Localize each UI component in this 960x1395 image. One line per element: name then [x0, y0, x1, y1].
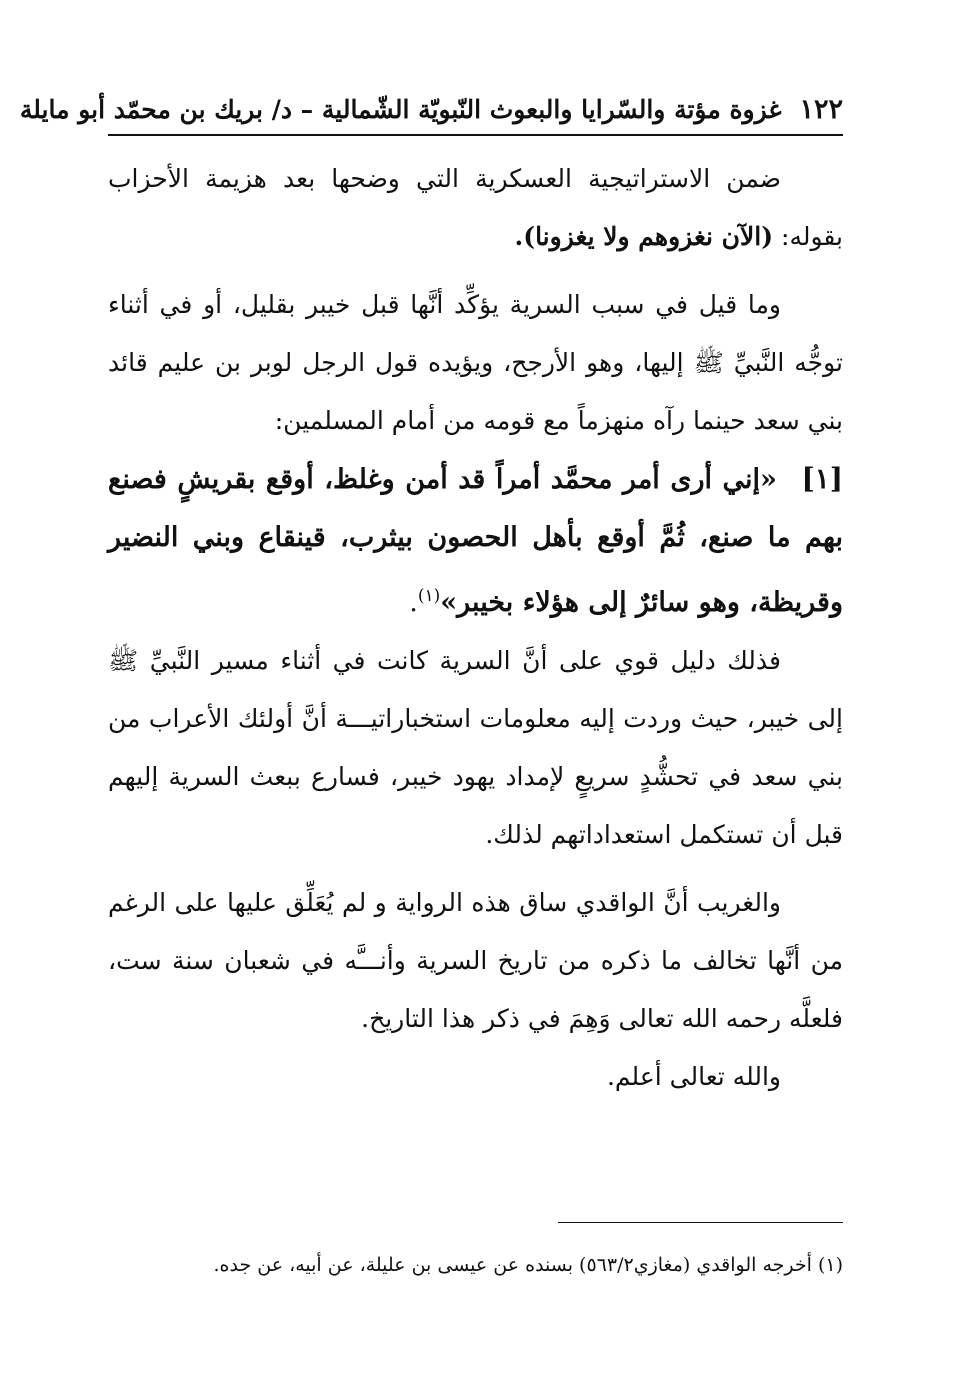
- hadith-number: [١]: [801, 462, 843, 495]
- paragraph-4: والغريب أنَّ الواقدي ساق هذه الرواية و لم يُعَلِّق عليها على الرغم من أنَّها تخالف ما ذكره من تاريخ السرية وأنـــَّه في شعبان سنة ست، فلعلَّه رحمه الله تعالى وَهِمَ في ذكر هذا التاريخ.: [108, 888, 843, 1033]
- paragraph-2: وما قيل في سبب السرية يؤكِّد أنَّها قبل خيبر بقليل، أو في أثناء توجُّه النَّبيِّ ﷺ إليها، وهو الأرجح، ويؤيده قول الرجل لوبر بن عليم قائد بني سعد حينما رآه منهزماً مع قومه من أمام المسلمين:: [108, 290, 843, 435]
- paragraph-1: [108, 150, 843, 266]
- page-number: ١٢٢: [799, 93, 843, 125]
- paragraph-1-quote: (الآن نغزوهم ولا يغزونا).: [514, 222, 774, 251]
- footnote: (١) أخرجه الواقدي (مغازي٥٦٣/٢) بسنده عن عيسى بن عليلة، عن أبيه، عن جده.: [213, 1254, 843, 1276]
- hadith-text: «إني أرى أمر محمَّد أمراً قد أمن وغلظ، أوقع بقريشٍ فصنع بهم ما صنع، ثُمَّ أوقع بأهل الحصون بيثرب، قينقاع وبني النضير وقريظة، وهو سائرٌ إلى هؤلاء بخيبر»: [108, 464, 843, 618]
- hadith-end: .: [409, 587, 418, 618]
- footnote-divider: [558, 1222, 843, 1223]
- hadith-block: [108, 450, 843, 632]
- page-header: [19, 88, 843, 130]
- paragraph-1-text: ضمن الاستراتيجية العسكرية التي وضحها بعد هزيمة الأحزاب بقوله:: [108, 164, 843, 251]
- main-text: [108, 150, 843, 1106]
- paragraph-3: فذلك دليل قوي على أنَّ السرية كانت في أثناء مسير النَّبيِّ ﷺ إلى خيبر، حيث وردت إليه معلومات استخباراتيـــة أنَّ أولئك الأعراب من بني سعد في تحشُّدٍ سريعٍ لإمداد يهود خيبر، فسارع ببعث السرية إليهم قبل أن تستكمل استعداداتهم لذلك.: [108, 646, 843, 849]
- running-title: غزوة مؤتة والسّرايا والبعوث النّبويّة الشّمالية – د/ بريك بن محمّد أبو مايلة: [19, 94, 782, 124]
- header-divider: [108, 134, 843, 136]
- paragraph-5: والله تعالى أعلم.: [606, 1062, 781, 1091]
- footnote-reference: (١): [417, 586, 441, 606]
